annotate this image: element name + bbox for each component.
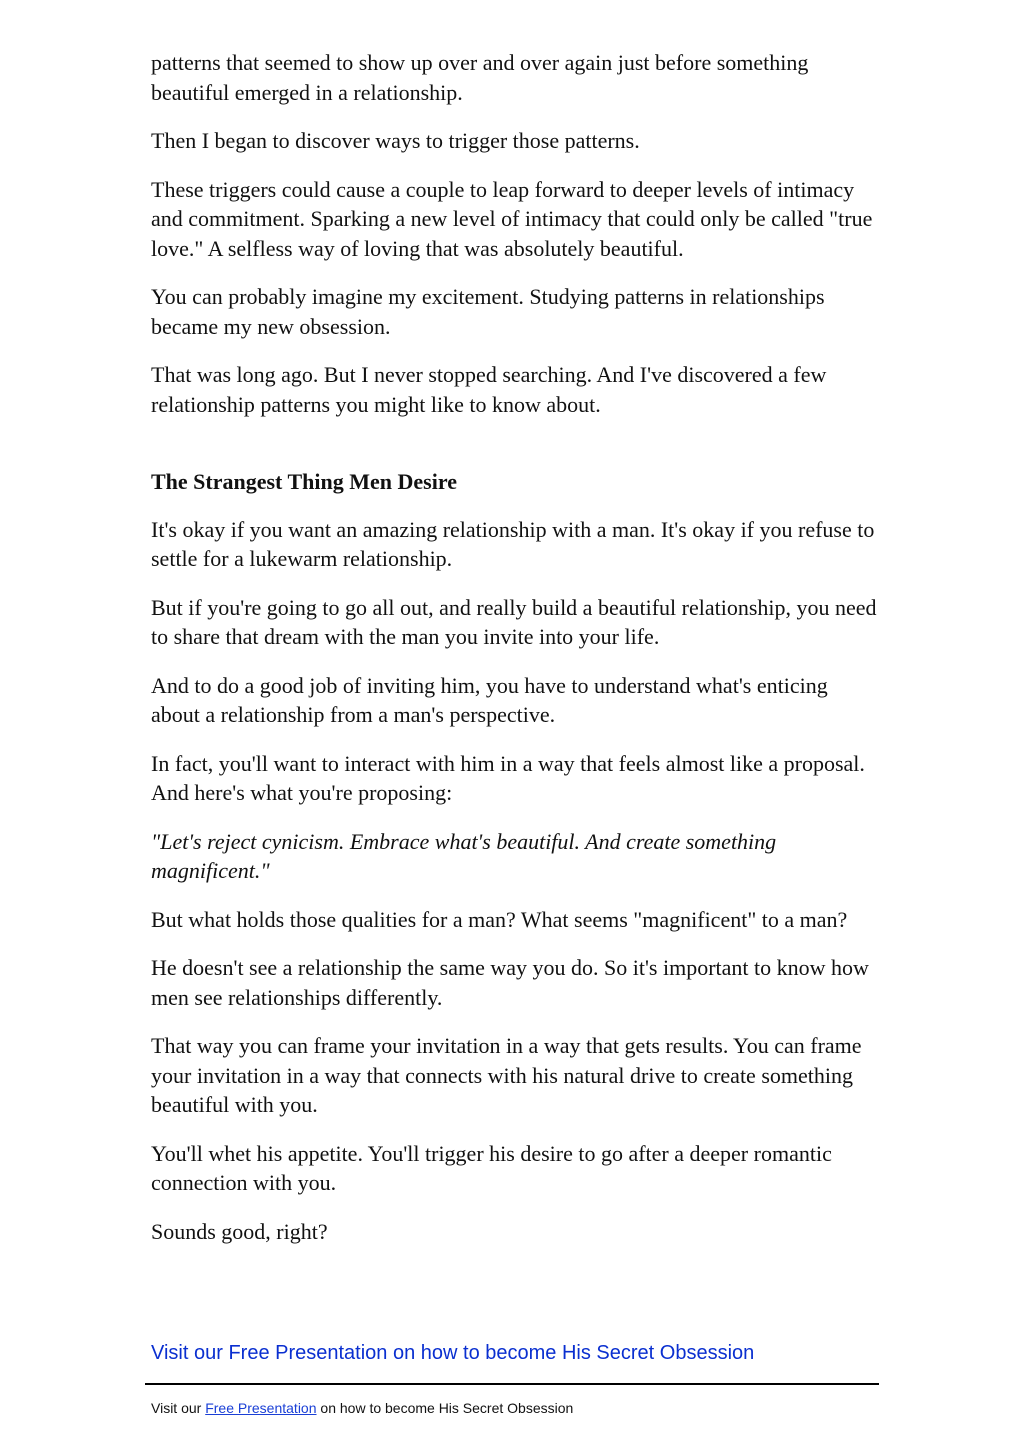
paragraph: It's okay if you want an amazing relationship with a man. It's okay if you refuse to settle for a lukewarm relationship.	[151, 516, 875, 571]
article-body	[151, 48, 881, 1265]
footer-free-presentation-link[interactable]: Free Presentation	[205, 1400, 317, 1416]
paragraph: You'll whet his appetite. You'll trigger his desire to go after a deeper romantic connection with you.	[151, 1140, 832, 1195]
footer-suffix: on how to become His Secret Obsession	[316, 1400, 574, 1416]
footer-divider	[145, 1383, 879, 1385]
paragraph: That was long ago. But I never stopped searching. And I've discovered a few relationship patterns you might like to know about.	[151, 362, 827, 417]
paragraph: And to do a good job of inviting him, you have to understand what's enticing about a relationship from a man's perspective.	[151, 672, 828, 727]
quote-paragraph: "Let's reject cynicism. Embrace what's beautiful. And create something magnificent."	[151, 828, 777, 883]
paragraph: But if you're going to go all out, and really build a beautiful relationship, you need to share that dream with the man you invite into your life.	[151, 594, 877, 649]
paragraph: That way you can frame your invitation in a way that gets results. You can frame your invitation in a way that connects with his natural drive to create something beautiful with you.	[151, 1033, 862, 1117]
paragraph: He doesn't see a relationship the same way you do. So it's important to know how men see relationships differently.	[151, 955, 869, 1010]
footer	[151, 1399, 573, 1417]
paragraph: Sounds good, right?	[151, 1218, 328, 1244]
paragraph: These triggers could cause a couple to leap forward to deeper levels of intimacy and commitment. Sparking a new level of intimacy that could only be called "true love." A selfless way of loving that was absolutely beautiful.	[151, 176, 873, 261]
paragraph: You can probably imagine my excitement. Studying patterns in relationships became my new obsession.	[151, 284, 825, 339]
section-heading: The Strangest Thing Men Desire	[151, 469, 457, 494]
paragraph: patterns that seemed to show up over and over again just before something beautiful emerged in a relationship.	[151, 50, 809, 105]
footer-prefix: Visit our	[151, 1400, 206, 1416]
paragraph: But what holds those qualities for a man? What seems "magnificent" to a man?	[151, 906, 848, 932]
paragraph: Then I began to discover ways to trigger those patterns.	[151, 128, 640, 153]
free-presentation-cta-link[interactable]: Visit our Free Presentation on how to become His Secret Obsession	[151, 1342, 755, 1364]
paragraph: In fact, you'll want to interact with him in a way that feels almost like a proposal. And here's what you're proposing:	[151, 750, 865, 805]
